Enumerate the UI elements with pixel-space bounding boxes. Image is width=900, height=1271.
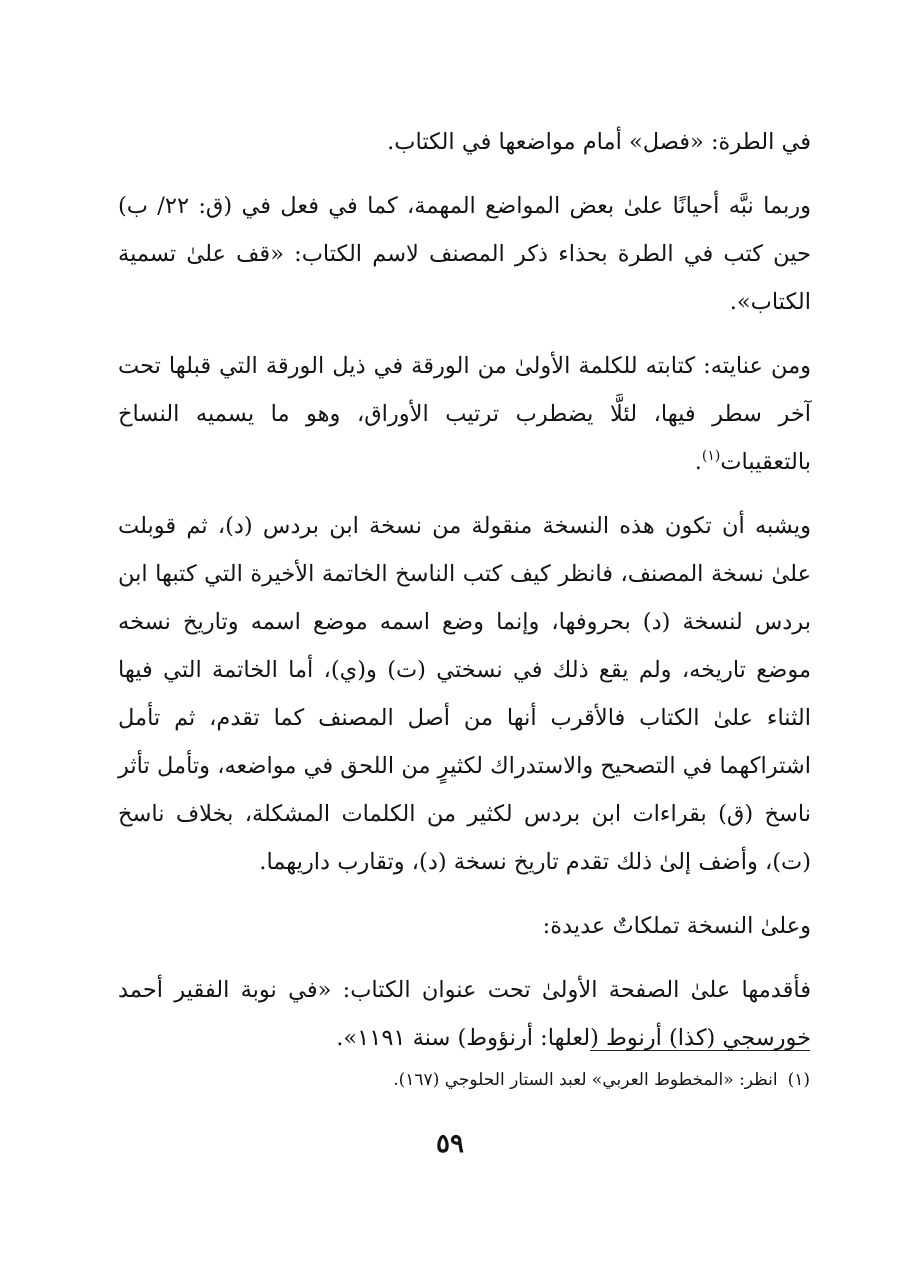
- paragraph-1: [118, 118, 811, 166]
- paragraph-5-text: وعلىٰ النسخة تملكاتٌ عديدة:: [542, 913, 811, 939]
- paragraph-4: [118, 502, 811, 886]
- paragraph-3: [118, 342, 811, 486]
- footnote-reference[interactable]: (١): [701, 448, 721, 464]
- footnote-text: انظر: «المخطوط العربي» لعبد الستار الحلوجي (١٦٧).: [393, 1070, 778, 1090]
- paragraph-6-text: فأقدمها علىٰ الصفحة الأولىٰ تحت عنوان الكتاب: «في نوبة الفقير أحمد خورسجي (كذا) أرنوط (لعلها: أرنؤوط) سنة ١١٩١».: [118, 977, 811, 1051]
- page-body: [118, 118, 811, 1078]
- paragraph-3-tail: .: [694, 449, 702, 475]
- paragraph-4-text: ويشبه أن تكون هذه النسخة منقولة من نسخة ابن بردس (د)، ثم قوبلت علىٰ نسخة المصنف، فانظر كيف كتب الناسخ الخاتمة الأخيرة التي كتبها ابن بردس لنسخة (د) بحروفها، وإنما وضع اسمه موضع اسمه وتاريخ نسخه موضع تاريخه، ولم يقع ذلك في نسختي (ت) و(ي)، أما الخاتمة التي فيها الثناء علىٰ الكتاب فالأقرب أنها من أصل المصنف كما تقدم، ثم تأمل اشتراكهما في التصحيح والاستدراك لكثيرٍ من اللحق في مواضعه، وتأمل تأثر ناسخ (ق) بقراءات ابن بردس لكثير من الكلمات المشكلة، بخلاف ناسخ (ت)، وأضف إلىٰ ذلك تقدم تاريخ نسخة (د)، وتقارب داريهما.: [118, 513, 811, 875]
- footnote-number: (١): [787, 1070, 810, 1090]
- paragraph-2-text: وربما نبَّه أحيانًا علىٰ بعض المواضع المهمة، كما في فعل في (ق: ٢٢/ ب) حين كتب في الطرة بحذاء ذكر المصنف لاسم الكتاب: «قف علىٰ تسمية الكتاب».: [118, 193, 811, 315]
- paragraph-1-text: في الطرة: «فصل» أمام مواضعها في الكتاب.: [387, 129, 811, 155]
- paragraph-5: [118, 902, 811, 950]
- paragraph-2: [118, 182, 811, 326]
- page-number: ٥٩: [436, 1129, 464, 1159]
- paragraph-6: [118, 966, 811, 1062]
- footnote-separator: [590, 1050, 810, 1051]
- footnote: [117, 1064, 810, 1096]
- paragraph-3-text: ومن عنايته: كتابته للكلمة الأولىٰ من الورقة في ذيل الورقة التي قبلها تحت آخر سطر فيها، لئلَّا يضطرب ترتيب الأوراق، وهو ما يسميه النساخ بالتعقيبات: [118, 353, 811, 475]
